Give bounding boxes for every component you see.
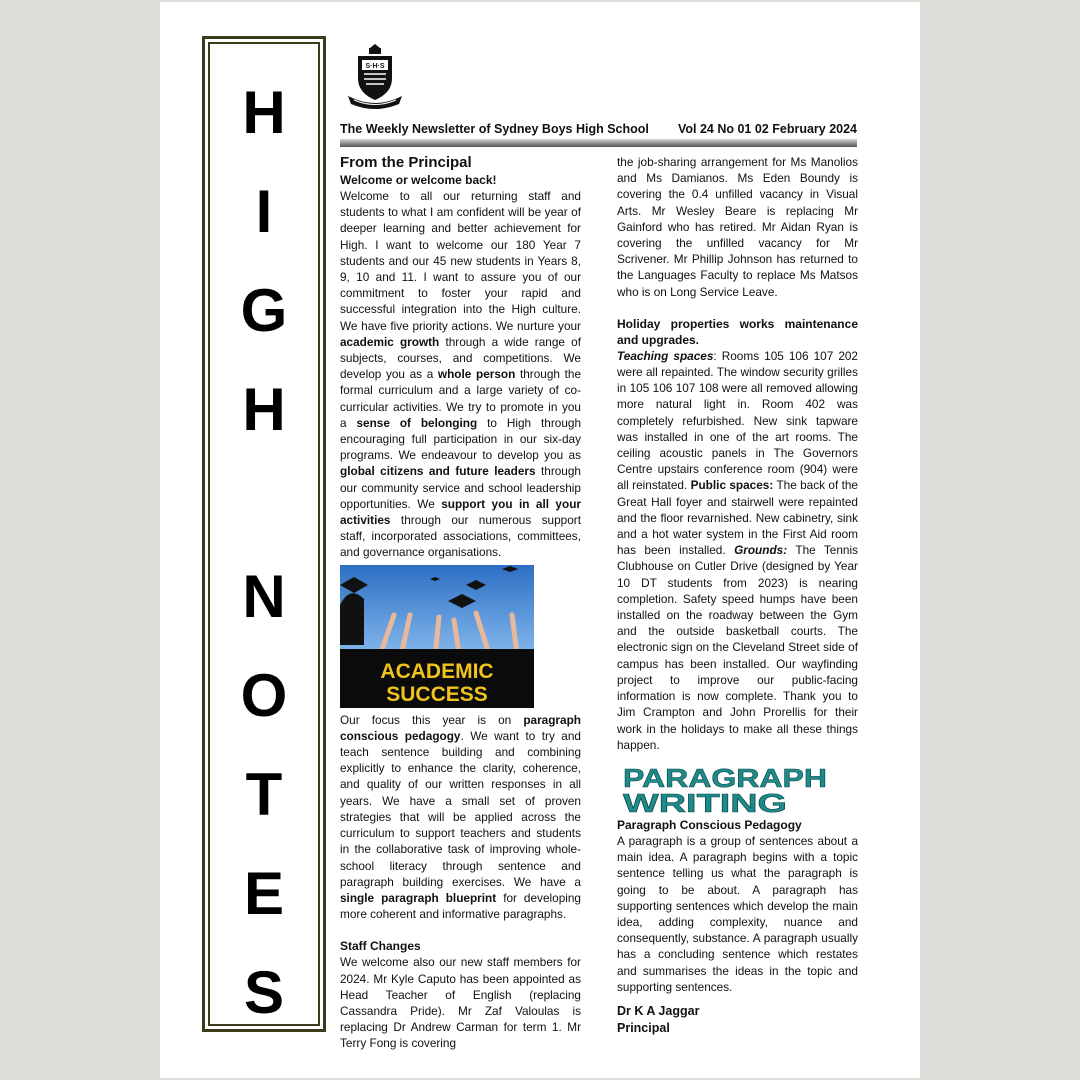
newsletter-name: The Weekly Newsletter of Sydney Boys High School	[340, 122, 649, 136]
signature-name: Dr K A Jaggar	[617, 1003, 700, 1018]
section-heading-principal: From the Principal	[340, 154, 472, 171]
writing-title: WRITING	[623, 787, 787, 815]
masthead-letter: E	[243, 860, 285, 927]
masthead-letter: G	[240, 277, 288, 344]
holiday-works-heading: Holiday properties works maintenance and upgrades.	[617, 316, 858, 347]
header-rule	[340, 139, 857, 147]
masthead-letter: N	[242, 563, 286, 630]
academic-success-image	[340, 565, 534, 708]
image-text-success: SUCCESS	[386, 682, 488, 706]
school-crest-logo	[344, 42, 406, 112]
staff-changes-paragraph: We welcome also our new staff members for 2024. Mr Kyle Caputo has been appointed as Head Teacher of English (replacing Cassandra Pride). Mr Zaf Valoulas is replacing Dr Andrew Carman for term 1. Mr Terry Fong is covering	[340, 955, 581, 1051]
column-right	[617, 154, 858, 1037]
paragraph-writing-graphic	[621, 765, 829, 815]
staff-changes-paragraph-cont: the job-sharing arrangement for Ms Manolios and Ms Damianos. Ms Eden Boundy is covering the 0.4 unfilled vacancy in Visual Arts. Mr Wesley Beare is replacing Mr Gainford who has retired. Mr Aidan Ryan is covering the unfilled vacancy for Mr Scrivener. Mr Phillip Johnson has returned to the Languages Faculty to replace Ms Matsos who is on Long Service Leave.	[617, 155, 858, 299]
holiday-works-paragraph: Teaching spaces: Rooms 105 106 107 202 were all repainted. The window security grilles in 105 106 107 108 were all removed allowing more natural light in. Room 402 was completely refurbished. New sink tapware was installed in one of the art rooms. The ceiling acoustic panels in The Governors Centre upstairs conference room (904) were all reinstated. Public spaces: The back of the Great Hall foyer and stairwell were repainted and the floor revarnished. New cabinetry, sink and a hot water system in the First Aid room has been installed. Grounds: The Tennis Clubhouse on Cutler Drive (designed by Year 10 DT students from 2023) is nearing completion. Safety speed humps have been installed on the roadway between the Gym and the outside basketball courts. The electronic sign on the Cleveland Street side of campus has been installed. Our wayfinding project to improve our public-facing information is now complete. Thank you to Jim Crampton and John Prorellis for their work in the holidays to make all these things happen.	[617, 348, 858, 752]
masthead-letter: O	[240, 662, 288, 729]
paragraph-title: PARAGRAPH	[623, 764, 827, 793]
masthead-letter: I	[255, 178, 273, 245]
welcome-paragraph: Welcome to all our returning staff and students to what I am confident will be year of deeper learning and better achievement for High. I want to welcome our 180 Year 7 students and our 45 new students in Years 8, 9, 10 and 11. I want to assure you of our commitment to foster your rapid and successful integration into the High culture. We have five priority actions. We nurture your academic growth through a wide range of subjects, courses, and competitions. We develop you as a whole person through the formal curriculum and a large variety of co-curricular activities. We try to promote in you a sense of belonging to High through encouraging full participation in our six-day programs. We endeavour to develop you as global citizens and future leaders through our community service and school leadership opportunities. We support you in all your activities through our numerous support staff, incorporated associations, committees, and governance organisations.	[340, 189, 582, 560]
image-text-academic: ACADEMIC	[380, 659, 494, 683]
masthead-letter: T	[245, 761, 283, 828]
masthead-letter: H	[242, 79, 286, 146]
signature-title: Principal	[617, 1020, 670, 1035]
welcome-heading: Welcome or welcome back!	[340, 173, 497, 187]
pcp-heading: Paragraph Conscious Pedagogy	[617, 817, 802, 832]
staff-changes-heading: Staff Changes	[340, 939, 421, 954]
pcp-paragraph: A paragraph is a group of sentences about a main idea. A paragraph begins with a topic sentence telling us what the paragraph is going to be about. A paragraph has supporting sentences which develop the main idea, adding complexity, nuance and consequently, substance. A paragraph usually has a concluding sentence which restates and summarises the ideas in the topic and supporting sentences.	[617, 833, 858, 994]
focus-paragraph: Our focus this year is on paragraph conscious pedagogy. We want to try and teach sentence building and combining explicitly to enhance the clarity, coherence, and quality of our written responses in all years. We have a small set of proven strategies that will be applied across the curriculum to support teachers and students in the collaborative task of improving whole-school literacy through sentence and paragraph building exercises. We have a single paragraph blueprint for developing more coherent and informative paragraphs.	[340, 712, 582, 922]
vertical-masthead	[202, 36, 326, 1032]
newsletter-page	[160, 2, 920, 1078]
masthead-letter: S	[243, 959, 285, 1026]
issue-info: Vol 24 No 01 02 February 2024	[677, 122, 857, 136]
masthead-letter: H	[242, 376, 286, 443]
column-left	[340, 154, 581, 1052]
crest-text: S·H·S	[365, 63, 385, 70]
